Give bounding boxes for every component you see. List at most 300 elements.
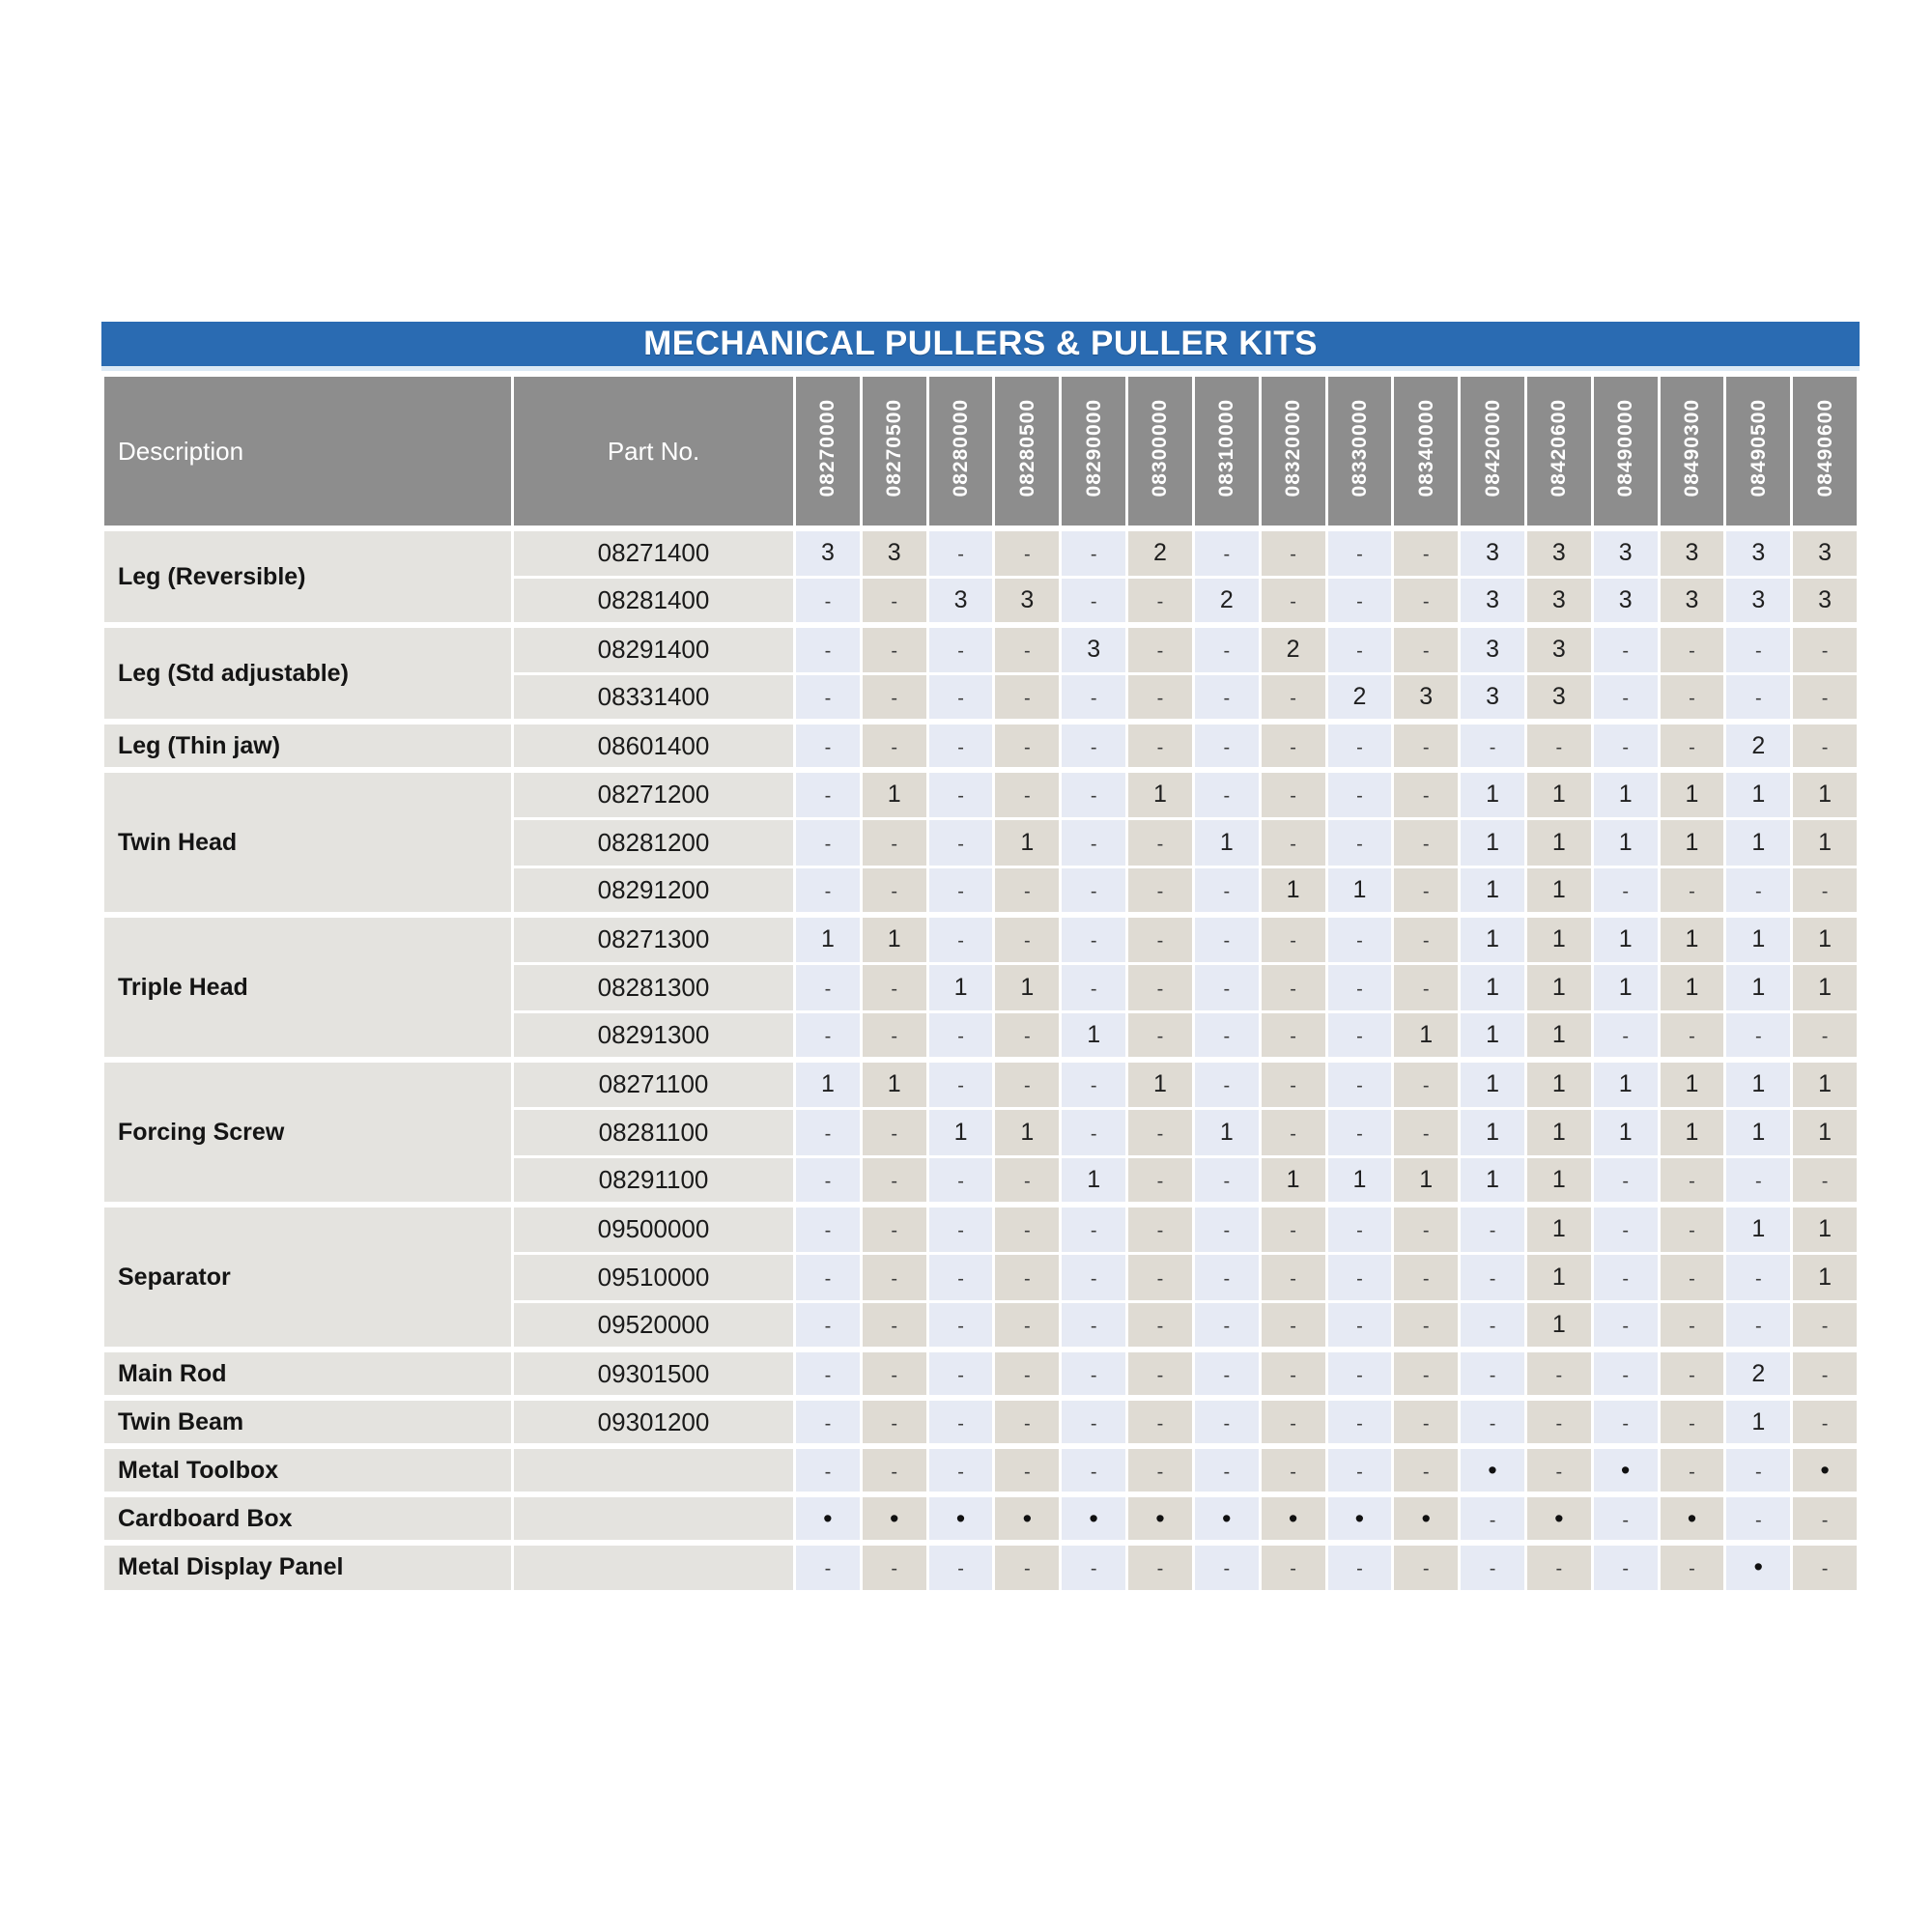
kit-column-header (1393, 376, 1460, 529)
qty-cell (1792, 722, 1859, 770)
qty-cell (1061, 722, 1127, 770)
kit-column-code: 08420000 (1481, 398, 1504, 497)
qty-cell (1393, 673, 1460, 722)
qty-cell (1460, 1494, 1526, 1543)
quantity-value: 1 (1751, 1407, 1766, 1435)
qty-cell (1460, 1350, 1526, 1398)
not-included-dash: - (1422, 1122, 1430, 1145)
qty-cell (1460, 1398, 1526, 1446)
qty-cell (1725, 867, 1792, 915)
qty-cell (1592, 963, 1659, 1011)
qty-cell (1127, 1446, 1194, 1494)
qty-cell (1393, 1060, 1460, 1108)
qty-cell (994, 1398, 1061, 1446)
not-included-dash: - (1290, 978, 1296, 1000)
qty-cell (1393, 1156, 1460, 1205)
qty-cell (1725, 722, 1792, 770)
not-included-dash: - (957, 1558, 964, 1580)
qty-cell (1725, 1494, 1792, 1543)
quantity-value: 1 (1685, 828, 1699, 856)
qty-cell (1525, 1494, 1592, 1543)
not-included-dash: - (1223, 1025, 1231, 1047)
included-bullet-icon: • (1421, 1503, 1431, 1533)
qty-cell (1525, 1205, 1592, 1253)
not-included-dash: - (1555, 1412, 1563, 1435)
qty-cell (1393, 1301, 1460, 1350)
qty-cell (1393, 818, 1460, 867)
not-included-dash: - (1489, 1315, 1496, 1337)
included-bullet-icon: • (1155, 1503, 1165, 1533)
kit-column-code: 08490500 (1747, 398, 1770, 497)
qty-cell (1260, 1446, 1326, 1494)
qty-cell (1260, 1011, 1326, 1060)
qty-cell (1326, 1060, 1393, 1108)
quantity-value: 3 (1551, 539, 1566, 567)
qty-cell (1592, 625, 1659, 673)
qty-cell (1193, 818, 1260, 867)
qty-cell (1525, 673, 1592, 722)
qty-cell (1326, 867, 1393, 915)
qty-cell (795, 1011, 862, 1060)
qty-cell (1127, 722, 1194, 770)
qty-cell (1393, 1446, 1460, 1494)
quantity-value: 1 (1352, 1165, 1367, 1193)
description-cell: Metal Toolbox (103, 1446, 513, 1494)
not-included-dash: - (1555, 1461, 1563, 1483)
qty-cell (1460, 963, 1526, 1011)
qty-cell (1193, 625, 1260, 673)
qty-cell (927, 1108, 994, 1156)
table-row (103, 915, 1859, 963)
not-included-dash: - (957, 1315, 964, 1337)
not-included-dash: - (1156, 590, 1164, 612)
qty-cell (1393, 1011, 1460, 1060)
qty-cell (1193, 867, 1260, 915)
not-included-dash: - (1356, 978, 1363, 1000)
kit-column-header (1792, 376, 1859, 529)
qty-cell (1525, 528, 1592, 577)
not-included-dash: - (1821, 1315, 1829, 1337)
quantity-value: 3 (1486, 539, 1499, 567)
qty-cell (994, 1156, 1061, 1205)
table-row (103, 1494, 1859, 1543)
qty-cell (1193, 528, 1260, 577)
not-included-dash: - (1689, 1412, 1695, 1435)
quantity-value: 1 (887, 1070, 901, 1098)
quantity-value: 1 (1486, 828, 1499, 856)
not-included-dash: - (1024, 1315, 1031, 1337)
qty-cell (994, 1543, 1061, 1591)
quantity-value: 1 (1286, 875, 1300, 903)
qty-cell (927, 1446, 994, 1494)
qty-cell (1592, 1156, 1659, 1205)
qty-cell (1659, 1350, 1725, 1398)
not-included-dash: - (1356, 930, 1363, 952)
not-included-dash: - (1090, 1412, 1097, 1435)
qty-cell (1659, 818, 1725, 867)
not-included-dash: - (891, 687, 898, 709)
qty-cell (795, 818, 862, 867)
qty-cell (1592, 1350, 1659, 1398)
quantity-value: 1 (1751, 781, 1766, 809)
not-included-dash: - (957, 544, 964, 566)
quantity-value: 3 (1751, 585, 1766, 613)
qty-cell (861, 673, 927, 722)
qty-cell (927, 1205, 994, 1253)
qty-cell (1193, 577, 1260, 625)
not-included-dash: - (1821, 880, 1829, 902)
qty-cell (1525, 1398, 1592, 1446)
qty-cell (795, 1350, 862, 1398)
qty-cell (1127, 1301, 1194, 1350)
qty-cell (994, 625, 1061, 673)
not-included-dash: - (1024, 544, 1031, 566)
not-included-dash: - (1024, 1075, 1031, 1097)
not-included-dash: - (891, 833, 898, 855)
not-included-dash: - (824, 1315, 832, 1337)
not-included-dash: - (1821, 736, 1829, 758)
qty-cell (861, 1446, 927, 1494)
quantity-value: 3 (1818, 585, 1833, 613)
qty-cell (1525, 770, 1592, 818)
not-included-dash: - (891, 590, 898, 612)
qty-cell (1592, 673, 1659, 722)
quantity-value: 3 (1551, 636, 1566, 664)
part-no-cell: 09520000 (513, 1301, 795, 1350)
kit-column-code: 08280000 (950, 398, 973, 497)
qty-cell (1061, 1011, 1127, 1060)
qty-cell (1592, 1398, 1659, 1446)
qty-cell (1525, 625, 1592, 673)
not-included-dash: - (1156, 1220, 1164, 1242)
not-included-dash: - (1622, 1267, 1629, 1290)
not-included-dash: - (1156, 1315, 1164, 1337)
qty-cell (1525, 867, 1592, 915)
not-included-dash: - (1422, 1364, 1430, 1386)
part-no-cell: 08271100 (513, 1060, 795, 1108)
not-included-dash: - (891, 978, 898, 1000)
not-included-dash: - (824, 785, 832, 808)
qty-cell (1061, 528, 1127, 577)
qty-cell (795, 1205, 862, 1253)
not-included-dash: - (1422, 978, 1430, 1000)
qty-cell (1659, 1494, 1725, 1543)
quantity-value: 1 (1685, 781, 1699, 809)
qty-cell (1193, 673, 1260, 722)
not-included-dash: - (957, 1220, 964, 1242)
qty-cell (861, 625, 927, 673)
quantity-value: 1 (1352, 875, 1367, 903)
not-included-dash: - (1356, 1364, 1363, 1386)
qty-cell (1792, 1446, 1859, 1494)
qty-cell (1659, 770, 1725, 818)
quantity-value: 3 (820, 539, 835, 567)
qty-cell (1260, 818, 1326, 867)
qty-cell (1659, 963, 1725, 1011)
not-included-dash: - (1156, 1558, 1164, 1580)
qty-cell (795, 625, 862, 673)
qty-cell (1127, 1398, 1194, 1446)
pullers-table (101, 374, 1860, 1593)
qty-cell (795, 1301, 862, 1350)
quantity-value: 1 (1751, 973, 1766, 1001)
qty-cell (1393, 867, 1460, 915)
table-row (103, 1060, 1859, 1108)
not-included-dash: - (1754, 640, 1762, 663)
not-included-dash: - (891, 1364, 898, 1386)
not-included-dash: - (891, 1315, 898, 1337)
qty-cell (994, 1446, 1061, 1494)
quantity-value: 1 (1087, 1020, 1101, 1048)
qty-cell (1525, 1350, 1592, 1398)
not-included-dash: - (1754, 1025, 1762, 1047)
not-included-dash: - (957, 1267, 964, 1290)
kit-column-header (1725, 376, 1792, 529)
qty-cell (1127, 1108, 1194, 1156)
not-included-dash: - (1422, 880, 1430, 902)
quantity-value: 1 (1818, 1263, 1833, 1291)
not-included-dash: - (1622, 1412, 1629, 1435)
not-included-dash: - (1290, 1412, 1296, 1435)
not-included-dash: - (1356, 1025, 1363, 1047)
qty-cell (1525, 1011, 1592, 1060)
not-included-dash: - (1821, 1170, 1829, 1192)
quantity-value: 1 (953, 1118, 968, 1146)
qty-cell (1061, 1156, 1127, 1205)
qty-cell (927, 1253, 994, 1301)
qty-cell (1460, 1060, 1526, 1108)
qty-cell (795, 770, 862, 818)
qty-cell (1525, 1060, 1592, 1108)
qty-cell (1326, 1398, 1393, 1446)
quantity-value: 1 (1486, 1118, 1499, 1146)
not-included-dash: - (1422, 1461, 1430, 1483)
not-included-dash: - (1754, 1315, 1762, 1337)
not-included-dash: - (1356, 1267, 1363, 1290)
not-included-dash: - (1156, 1122, 1164, 1145)
qty-cell (1659, 577, 1725, 625)
qty-cell (1193, 1350, 1260, 1398)
not-included-dash: - (1356, 1461, 1363, 1483)
table-body (103, 528, 1859, 1591)
part-no-cell (513, 1543, 795, 1591)
included-bullet-icon: • (1820, 1455, 1830, 1485)
qty-cell (1127, 1253, 1194, 1301)
qty-cell (861, 1543, 927, 1591)
qty-cell (1193, 1446, 1260, 1494)
qty-cell (1592, 1108, 1659, 1156)
description-cell: Forcing Screw (103, 1060, 513, 1205)
not-included-dash: - (1821, 1025, 1829, 1047)
qty-cell (1061, 867, 1127, 915)
not-included-dash: - (1090, 785, 1097, 808)
not-included-dash: - (1090, 930, 1097, 952)
not-included-dash: - (1290, 544, 1296, 566)
part-no-cell: 08291400 (513, 625, 795, 673)
description-cell: Triple Head (103, 915, 513, 1060)
not-included-dash: - (1422, 640, 1430, 663)
not-included-dash: - (891, 736, 898, 758)
not-included-dash: - (891, 880, 898, 902)
qty-cell (1659, 915, 1725, 963)
not-included-dash: - (1223, 544, 1231, 566)
not-included-dash: - (1024, 640, 1031, 663)
qty-cell (1061, 818, 1127, 867)
not-included-dash: - (1622, 1025, 1629, 1047)
qty-cell (927, 625, 994, 673)
qty-cell (1525, 1253, 1592, 1301)
part-no-header: Part No. (513, 376, 795, 529)
not-included-dash: - (1156, 1267, 1164, 1290)
not-included-dash: - (1489, 736, 1496, 758)
kit-column-header (1525, 376, 1592, 529)
qty-cell (1592, 1543, 1659, 1591)
not-included-dash: - (1489, 1267, 1496, 1290)
description-cell: Cardboard Box (103, 1494, 513, 1543)
qty-cell (994, 915, 1061, 963)
qty-cell (1260, 963, 1326, 1011)
qty-cell (927, 577, 994, 625)
quantity-value: 1 (1020, 973, 1035, 1001)
qty-cell (1725, 1156, 1792, 1205)
not-included-dash: - (1622, 1558, 1629, 1580)
qty-cell (927, 1011, 994, 1060)
qty-cell (927, 528, 994, 577)
not-included-dash: - (1689, 1315, 1695, 1337)
qty-cell (927, 1398, 994, 1446)
qty-cell (861, 528, 927, 577)
not-included-dash: - (1090, 1461, 1097, 1483)
kit-column-header (861, 376, 927, 529)
qty-cell (1460, 577, 1526, 625)
qty-cell (994, 577, 1061, 625)
quantity-value: 1 (1286, 1165, 1300, 1193)
not-included-dash: - (1024, 785, 1031, 808)
qty-cell (1326, 770, 1393, 818)
not-included-dash: - (1622, 687, 1629, 709)
not-included-dash: - (1290, 687, 1296, 709)
quantity-value: 1 (1818, 973, 1833, 1001)
qty-cell (1260, 915, 1326, 963)
qty-cell (1725, 1253, 1792, 1301)
qty-cell (1592, 818, 1659, 867)
quantity-value: 1 (1685, 925, 1699, 953)
qty-cell (1326, 1446, 1393, 1494)
not-included-dash: - (1090, 880, 1097, 902)
not-included-dash: - (1223, 736, 1231, 758)
qty-cell (1460, 625, 1526, 673)
qty-cell (1061, 915, 1127, 963)
quantity-value: 1 (1419, 1020, 1434, 1048)
quantity-value: 1 (1486, 973, 1499, 1001)
included-bullet-icon: • (889, 1503, 899, 1533)
not-included-dash: - (1223, 880, 1231, 902)
part-no-cell (513, 1446, 795, 1494)
qty-cell (1326, 577, 1393, 625)
not-included-dash: - (891, 640, 898, 663)
qty-cell (1393, 915, 1460, 963)
qty-cell (1260, 625, 1326, 673)
table-row (103, 722, 1859, 770)
qty-cell (1127, 1156, 1194, 1205)
qty-cell (1260, 1253, 1326, 1301)
part-no-cell: 08271300 (513, 915, 795, 963)
qty-cell (1460, 1446, 1526, 1494)
qty-cell (994, 1011, 1061, 1060)
qty-cell (927, 818, 994, 867)
qty-cell (927, 673, 994, 722)
part-no-cell: 08601400 (513, 722, 795, 770)
quantity-value: 3 (1486, 636, 1499, 664)
qty-cell (1725, 1011, 1792, 1060)
qty-cell (1592, 770, 1659, 818)
qty-cell (1260, 722, 1326, 770)
quantity-value: 1 (1751, 828, 1766, 856)
part-no-cell: 08291100 (513, 1156, 795, 1205)
not-included-dash: - (1422, 1315, 1430, 1337)
not-included-dash: - (1622, 1509, 1629, 1531)
kit-column-header (1659, 376, 1725, 529)
not-included-dash: - (1024, 930, 1031, 952)
not-included-dash: - (824, 833, 832, 855)
part-no-cell: 09510000 (513, 1253, 795, 1301)
qty-cell (1725, 915, 1792, 963)
not-included-dash: - (1422, 1220, 1430, 1242)
not-included-dash: - (1090, 833, 1097, 855)
qty-cell (1725, 1446, 1792, 1494)
qty-cell (1326, 625, 1393, 673)
not-included-dash: - (1290, 833, 1296, 855)
not-included-dash: - (1555, 736, 1563, 758)
not-included-dash: - (1422, 736, 1430, 758)
kit-column-header (1326, 376, 1393, 529)
not-included-dash: - (1689, 1558, 1695, 1580)
qty-cell (1127, 528, 1194, 577)
qty-cell (1792, 770, 1859, 818)
qty-cell (1393, 1398, 1460, 1446)
not-included-dash: - (1622, 1364, 1629, 1386)
qty-cell (1127, 770, 1194, 818)
not-included-dash: - (891, 1025, 898, 1047)
not-included-dash: - (1555, 1558, 1563, 1580)
qty-cell (1193, 1398, 1260, 1446)
not-included-dash: - (1821, 1558, 1829, 1580)
quantity-value: 3 (1818, 539, 1833, 567)
not-included-dash: - (957, 687, 964, 709)
qty-cell (1193, 1205, 1260, 1253)
quantity-value: 3 (1618, 539, 1633, 567)
qty-cell (1659, 1446, 1725, 1494)
not-included-dash: - (1422, 930, 1430, 952)
not-included-dash: - (1223, 1558, 1231, 1580)
qty-cell (994, 770, 1061, 818)
qty-cell (795, 528, 862, 577)
qty-cell (1326, 722, 1393, 770)
not-included-dash: - (1024, 1220, 1031, 1242)
qty-cell (1725, 1108, 1792, 1156)
qty-cell (861, 818, 927, 867)
qty-cell (861, 1398, 927, 1446)
qty-cell (1127, 1494, 1194, 1543)
kit-column-header (1460, 376, 1526, 529)
not-included-dash: - (1821, 1412, 1829, 1435)
qty-cell (1659, 1060, 1725, 1108)
not-included-dash: - (1223, 978, 1231, 1000)
qty-cell (1393, 528, 1460, 577)
qty-cell (1193, 722, 1260, 770)
qty-cell (1326, 915, 1393, 963)
not-included-dash: - (891, 1558, 898, 1580)
